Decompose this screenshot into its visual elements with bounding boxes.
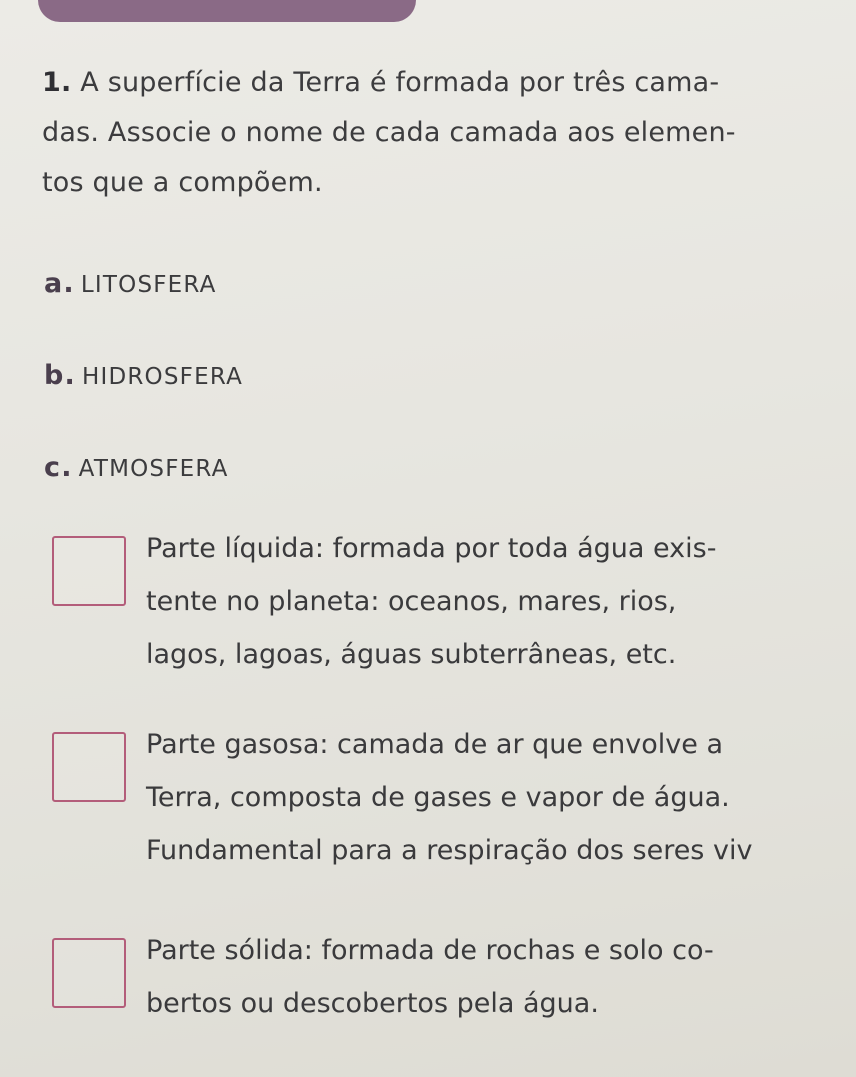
question-line-1: A superfície da Terra é formada por três cama- xyxy=(80,67,720,98)
item-text-solid: Parte sólida: formada de rochas e solo co- bertos ou descobertos pela água. xyxy=(146,935,714,1019)
answer-box-2[interactable] xyxy=(52,732,126,802)
option-label-a: LITOSFERA xyxy=(80,272,217,298)
option-atmosfera xyxy=(44,452,229,483)
item-text-liquid: Parte líquida: formada por toda água exis- tente no planeta: oceanos, mares, rios, lagos, lagoas, águas subterrâneas, etc. xyxy=(146,533,717,670)
header-tab xyxy=(38,0,416,22)
answer-box-1[interactable] xyxy=(52,536,126,606)
answer-box-3[interactable] xyxy=(52,938,126,1008)
question-line-2: das. Associe o nome de cada camada aos elemen- xyxy=(42,117,736,148)
option-label-c: ATMOSFERA xyxy=(78,456,229,482)
option-litosfera xyxy=(44,268,217,299)
option-letter-b: b. xyxy=(44,360,76,391)
question-text xyxy=(42,58,842,208)
question-line-3: tos que a compõem. xyxy=(42,167,323,198)
option-hidrosfera xyxy=(44,360,243,391)
option-letter-c: c. xyxy=(44,452,73,483)
option-letter-a: a. xyxy=(44,268,75,299)
question-number: 1. xyxy=(42,67,72,98)
item-text-gas: Parte gasosa: camada de ar que envolve a Terra, composta de gases e vapor de água. Fundamental para a respiração dos seres viv xyxy=(146,729,753,866)
option-label-b: HIDROSFERA xyxy=(81,364,244,390)
